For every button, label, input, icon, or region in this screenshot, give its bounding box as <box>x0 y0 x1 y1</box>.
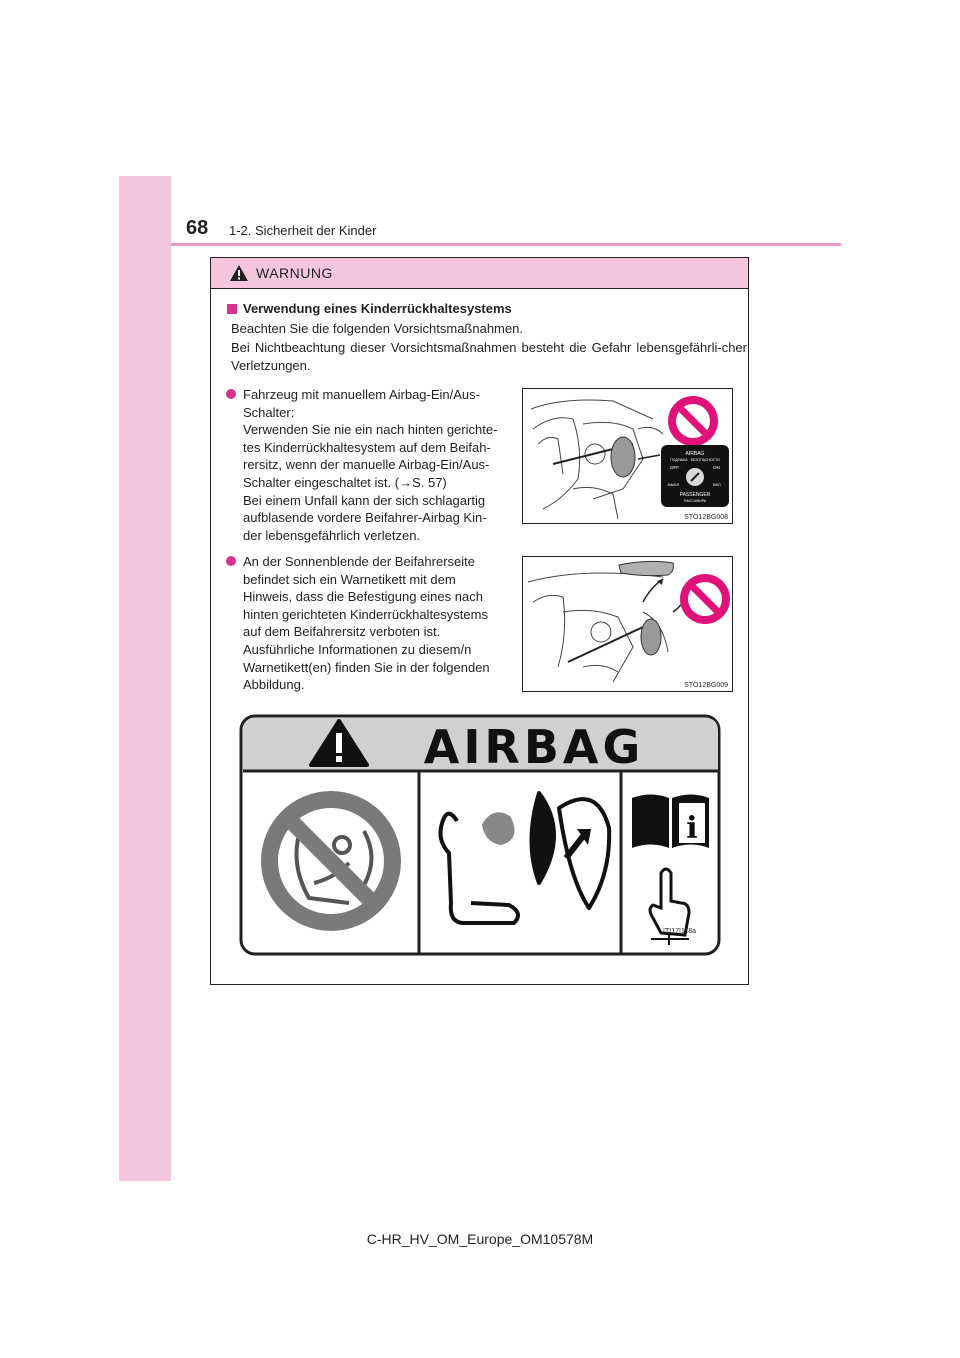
bullet-line: Hinweis, dass die Befestigung eines nach <box>243 589 483 605</box>
bullet-2-text <box>243 553 521 694</box>
bullet-line: Fahrzeug mit manuellem Airbag-Ein/Aus- <box>243 387 480 402</box>
page-number: 68 <box>186 217 209 239</box>
no-child-seat-icon <box>261 791 401 931</box>
image-caption-2: STO12BG009 <box>684 682 728 689</box>
bullet-manual-airbag-switch <box>226 386 521 544</box>
bullet-line: tes Kinderrückhaltesystem auf dem Beifah- <box>243 439 491 455</box>
square-bullet-icon <box>227 304 237 314</box>
bullet-line: Warnetikett(en) finden Sie in der folgenden <box>243 659 490 675</box>
intro-paragraph-1: Beachten Sie die folgenden Vorsichtsmaßnahmen. <box>231 321 523 336</box>
svg-text:i: i <box>686 811 698 846</box>
warning-heading-text: Verwendung eines Kinderrückhaltesystems <box>243 301 512 316</box>
bullet-line: aufblasende vordere Beifahrer-Airbag Kin- <box>243 510 487 526</box>
switch-text-off: OFF <box>670 465 679 470</box>
bullet-line: hinten gerichteten Kinderrückhaltesystems <box>243 606 488 622</box>
bullet-line: befindet sich ein Warnetikett mit dem <box>243 571 456 587</box>
footer-doc-id: C-HR_HV_OM_Europe_OM10578M <box>366 1231 594 1247</box>
bullet-line: Schalter eingeschaltet ist. (→S. 57) <box>243 474 447 490</box>
bullet-line: Abbildung. <box>243 677 305 693</box>
label-title-airbag: AIRBAG <box>423 720 645 774</box>
airbag-warning-label <box>239 713 722 958</box>
bullet-line: auf dem Beifahrersitz verboten ist. <box>243 624 441 640</box>
airbag-label-graphic <box>239 713 722 958</box>
bullet-1-text <box>243 386 521 544</box>
warning-heading <box>227 301 512 316</box>
bullet-line: An der Sonnenblende der Beifahrerseite <box>243 554 475 569</box>
image-caption-1: STO12BG008 <box>684 514 728 521</box>
label-caption: ITI17I118a <box>663 928 696 935</box>
illustration-airbag-switch <box>522 388 733 524</box>
bullet-line: der lebensgefährlich verletzen. <box>243 527 421 543</box>
warning-triangle-icon <box>229 264 249 282</box>
bullet-line: Schalter: <box>243 404 295 420</box>
section-title: 1-2. Sicherheit der Kinder <box>229 223 377 238</box>
warning-header <box>211 258 748 289</box>
round-bullet-icon <box>226 556 236 566</box>
switch-text-passenger-ru: ПАССАЖИРА <box>683 499 707 503</box>
warning-box <box>210 257 749 985</box>
switch-text-on: ON <box>713 465 720 470</box>
bullet-line: Bei einem Unfall kann der sich schlagartig <box>243 492 486 508</box>
switch-text-passenger: PASSENGER <box>679 492 711 498</box>
bullet-sun-visor-label <box>226 553 521 694</box>
bullet-line: Verwenden Sie nie ein nach hinten gerichte- <box>243 422 498 438</box>
side-color-strip <box>119 176 171 1181</box>
header-rule <box>171 243 841 246</box>
switch-text-airbag: AIRBAG <box>685 451 705 457</box>
warning-title: WARNUNG <box>256 265 333 281</box>
cabin-sunvisor-illustration <box>523 557 732 691</box>
cabin-illustration <box>523 389 732 523</box>
switch-text-on-ru: ВКЛ <box>713 482 721 487</box>
switch-text-off-ru: ВЫКЛ <box>668 482 680 487</box>
intro-paragraph-2: Bei Nichtbeachtung dieser Vorsichtsmaßnahmen besteht die Gefahr lebensgefährli-cher Verletzungen. <box>231 340 747 373</box>
bullet-line: rersitz, wenn der manuelle Airbag-Ein/Aus- <box>243 457 490 473</box>
illustration-sun-visor <box>522 556 733 692</box>
round-bullet-icon <box>226 389 236 399</box>
switch-text-sub: ПОДУШКА · БЕЗОПАСНОСТИ <box>670 458 720 462</box>
bullet-line: Ausführliche Informationen zu diesem/n <box>243 641 472 657</box>
